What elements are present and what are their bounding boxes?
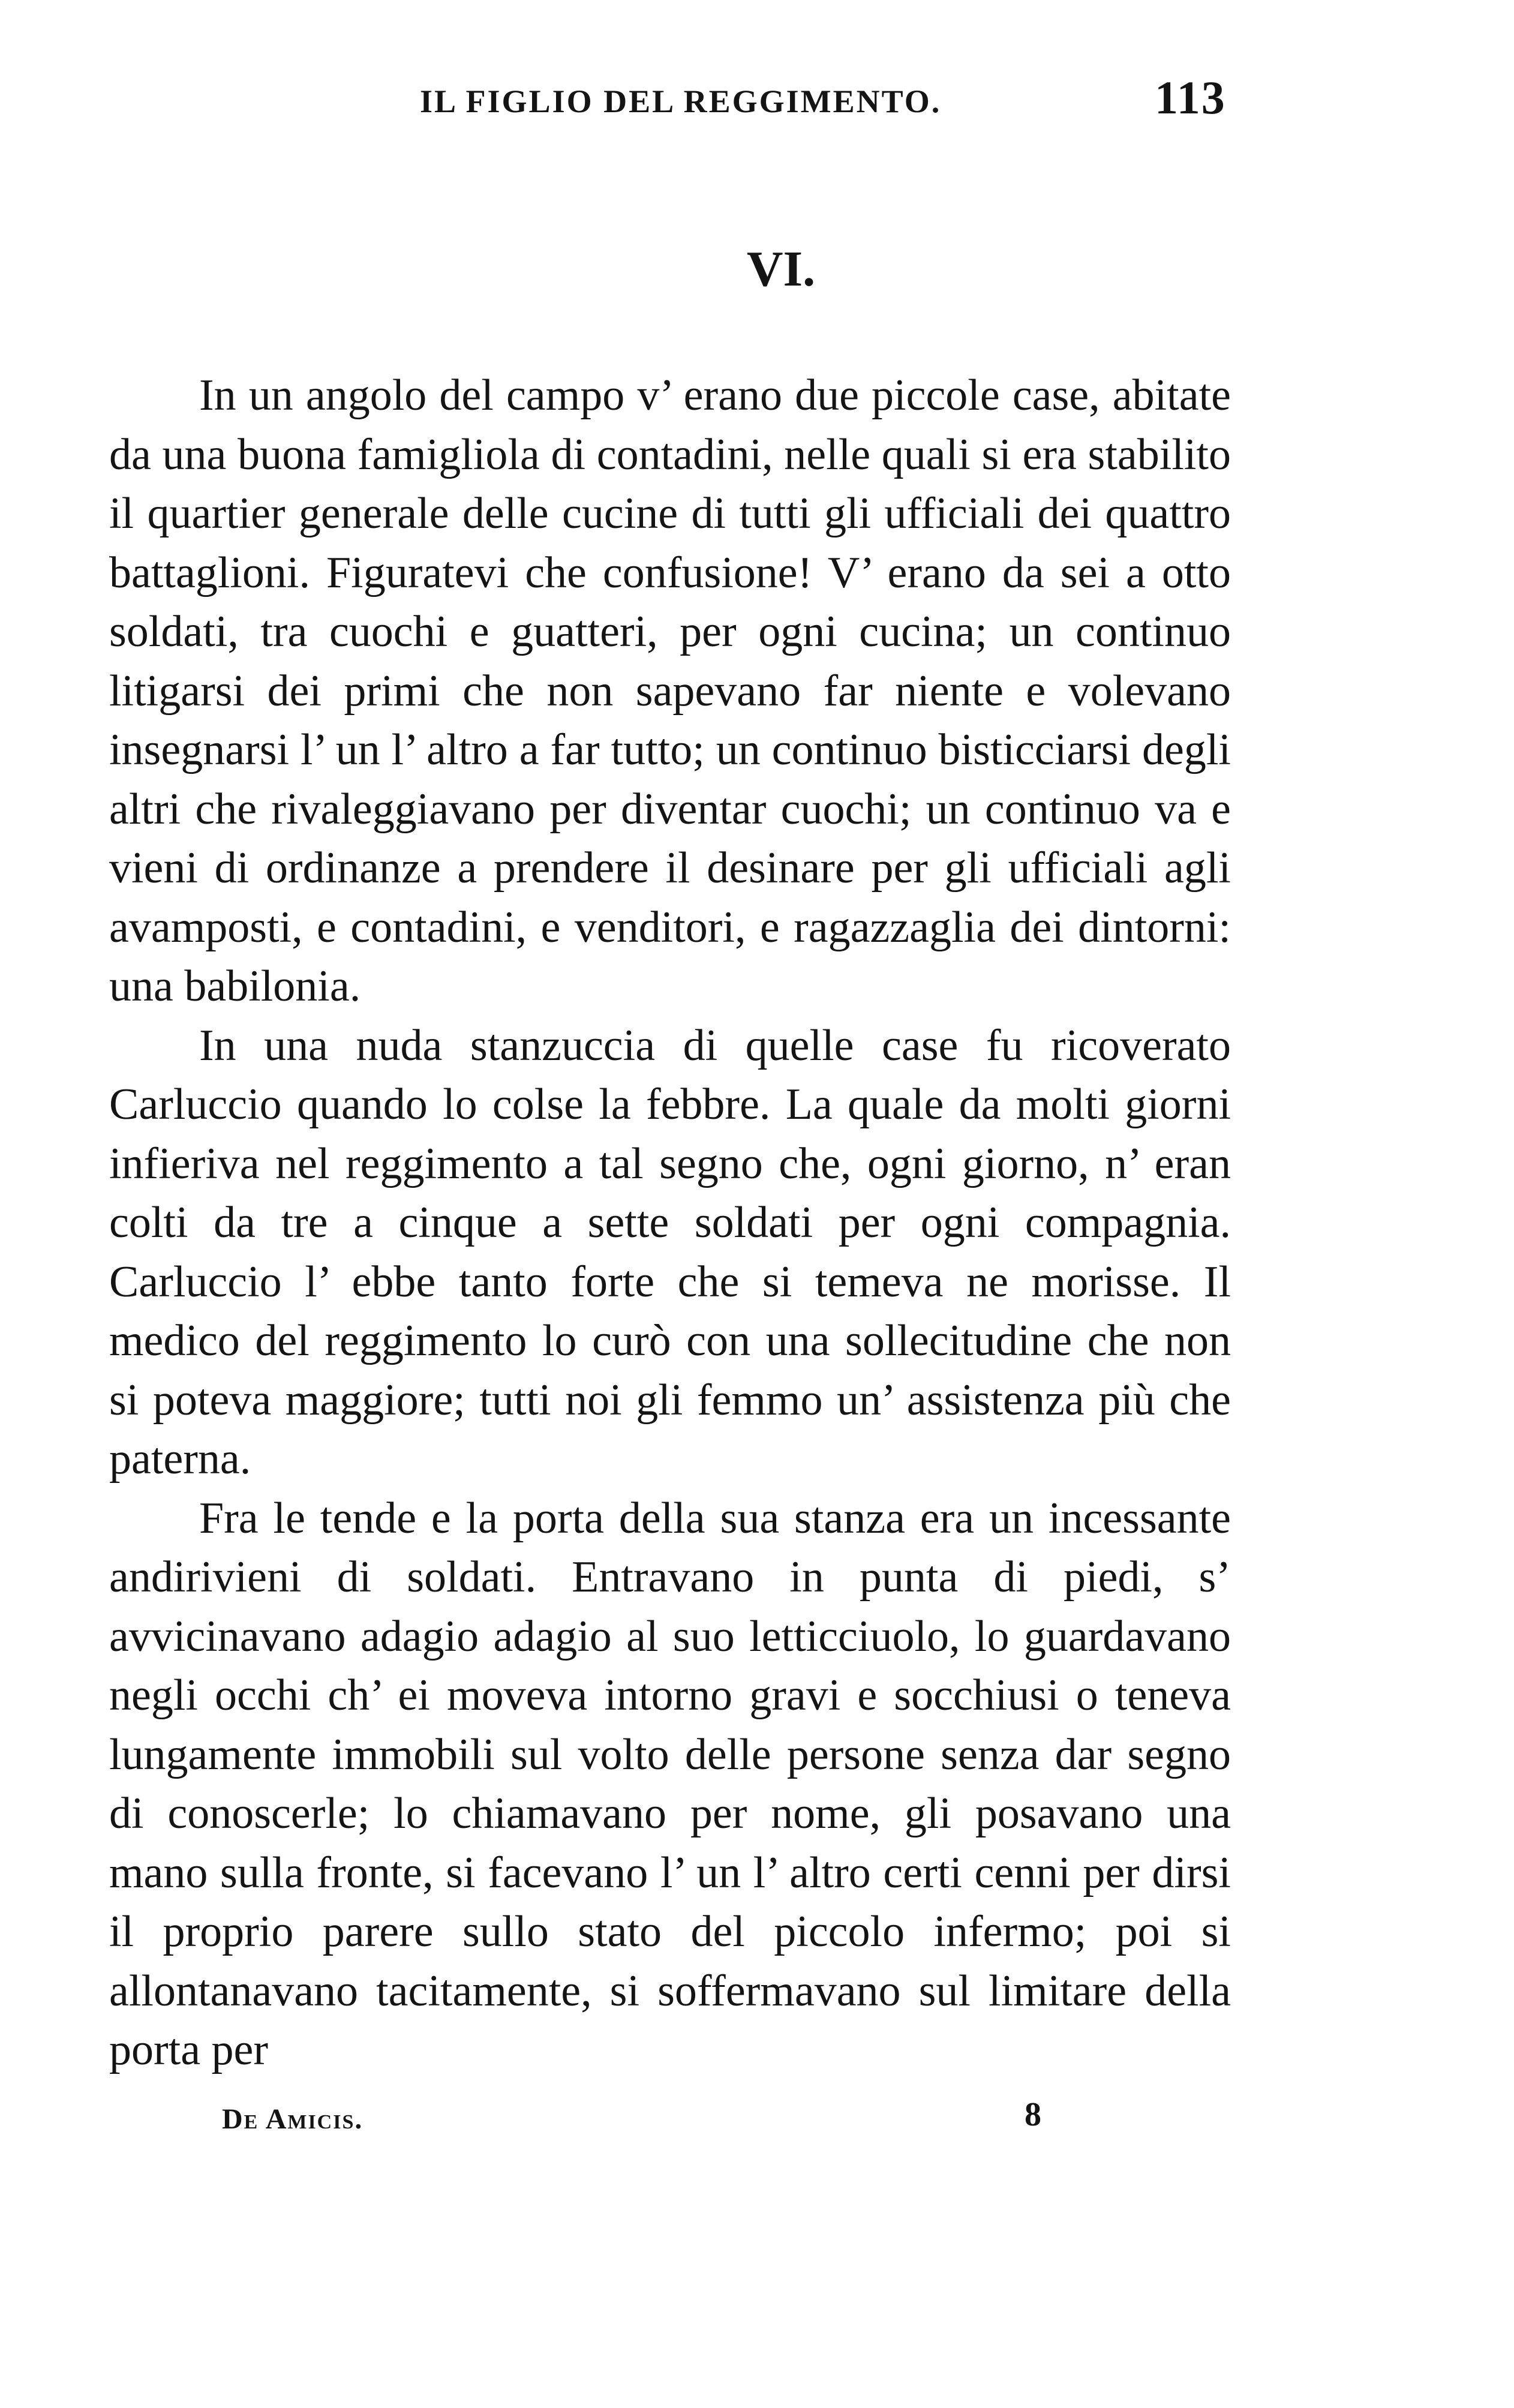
paragraph-1: In un angolo del campo v’ erano due piccole case, abitate da una buona famigliola di contadini, nelle quali si era stabilito il quartier generale delle cucine di tutti gli ufficiali dei quattro battaglioni. Figuratevi che confusione! V’ erano da sei a otto soldati, tra cuochi e guatteri, per ogni cucina; un continuo litigarsi dei primi che non sapevano far niente e volevano insegnarsi l’ un l’ altro a far tutto; un continuo bisticciarsi degli altri che rivaleggiavano per diventar cuochi; un continuo va e vieni di ordinanze a prendere il desinare per gli ufficiali agli avamposti, e contadini, e venditori, e ragazzaglia dei dintorni: una babilonia. [109, 371, 1231, 1011]
paragraph-2: In una nuda stanzuccia di quelle case fu ricoverato Carluccio quando lo colse la febbre. La quale da molti giorni infieriva nel reggimento a tal segno che, ogni giorno, n’ eran colti da tre a cinque a sette soldati per ogni compagnia. Carluccio l’ ebbe tanto forte che si temeva ne morisse. Il medico del reggimento lo curò con una sollecitudine che non si poteva maggiore; tutti noi gli femmo un’ assistenza più che paterna. [109, 1020, 1231, 1484]
running-title: IL FIGLIO DEL REGGIMENTO. [420, 83, 942, 119]
signature-mark: De Amicis. [222, 2103, 364, 2135]
running-head [108, 71, 1248, 137]
page-number: 113 [1155, 71, 1226, 124]
page-footer [222, 2096, 1122, 2151]
chapter-number: VI. [746, 241, 816, 297]
body-text [109, 366, 1231, 2080]
paragraph-3: Fra le tende e la porta della sua stanza era un incessante andirivieni di soldati. Entravano in punta di piedi, s’ avvicinavano adagio adagio al suo letticciuolo, lo guardavano negli occhi ch’ ei moveva intorno gravi e socchiusi o teneva lungamente immobili sul volto delle persone senza dar segno di conoscerle; lo chiamavano per nome, gli posavano una mano sulla fronte, si facevano l’ un l’ altro certi cenni per dirsi il proprio parere sullo stato del piccolo infermo; poi si allontanavano tacitamente, si soffermavano sul limitare della porta per [109, 1493, 1231, 2074]
sheet-number: 8 [1025, 2096, 1041, 2133]
